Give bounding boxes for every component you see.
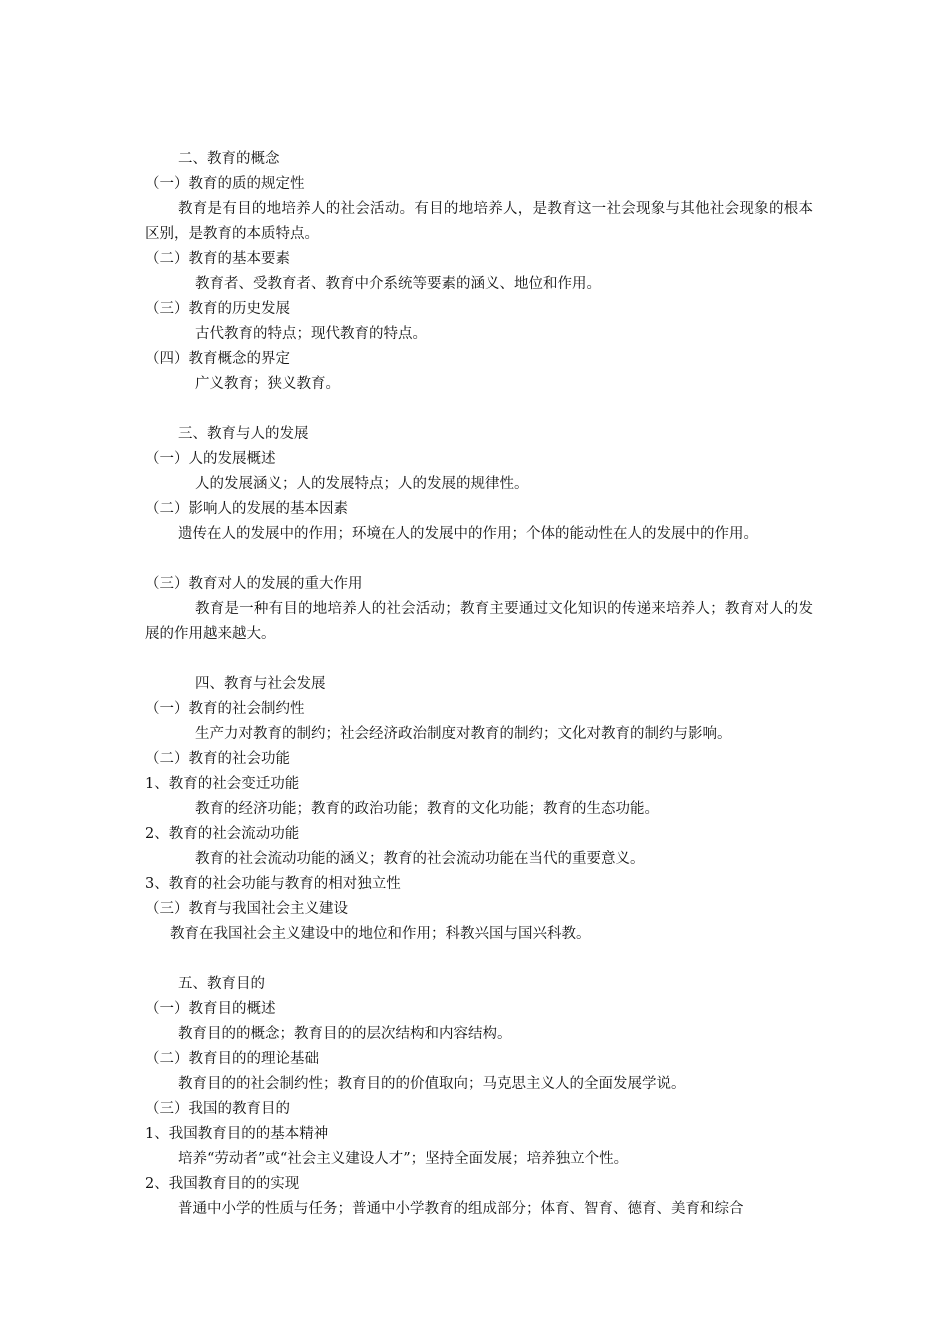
- subheading: （二）影响人的发展的基本因素: [145, 501, 348, 517]
- subheading: （一）教育的质的规定性: [145, 176, 305, 192]
- subheading: （二）教育的社会功能: [145, 751, 290, 767]
- subheading: 2、我国教育目的的实现: [145, 1176, 300, 1192]
- paragraph: 教育者、受教育者、教育中介系统等要素的涵义、地位和作用。: [195, 276, 601, 292]
- subheading: 2、教育的社会流动功能: [145, 826, 300, 842]
- subheading: 3、教育的社会功能与教育的相对独立性: [145, 876, 401, 892]
- section-heading: 四、教育与社会发展: [195, 676, 326, 692]
- paragraph: 培养“劳动者”或“社会主义建设人才”；坚持全面发展；培养独立个性。: [178, 1151, 629, 1167]
- paragraph: 古代教育的特点；现代教育的特点。: [195, 326, 427, 342]
- subheading: （三）教育的历史发展: [145, 301, 290, 317]
- section-heading: 二、教育的概念: [178, 151, 280, 167]
- paragraph: 教育的经济功能；教育的政治功能；教育的文化功能；教育的生态功能。: [195, 801, 659, 817]
- subheading: 1、我国教育目的的基本精神: [145, 1126, 329, 1142]
- subheading: （一）教育目的概述: [145, 1001, 276, 1017]
- paragraph: 生产力对教育的制约；社会经济政治制度对教育的制约；文化对教育的制约与影响。: [195, 726, 732, 742]
- subheading: （二）教育的基本要素: [145, 251, 290, 267]
- subheading: （三）教育与我国社会主义建设: [145, 901, 348, 917]
- subheading: （三）教育对人的发展的重大作用: [145, 576, 363, 592]
- paragraph: 教育目的的概念；教育目的的层次结构和内容结构。: [178, 1026, 512, 1042]
- section-heading: 三、教育与人的发展: [178, 426, 309, 442]
- paragraph: 人的发展涵义；人的发展特点；人的发展的规律性。: [195, 476, 529, 492]
- paragraph: 教育的社会流动功能的涵义；教育的社会流动功能在当代的重要意义。: [195, 851, 645, 867]
- subheading: 1、教育的社会变迁功能: [145, 776, 300, 792]
- subheading: （二）教育目的的理论基础: [145, 1051, 319, 1067]
- subheading: （四）教育概念的界定: [145, 351, 290, 367]
- subheading: （三）我国的教育目的: [145, 1101, 290, 1117]
- paragraph: 教育目的的社会制约性；教育目的的价值取向；马克思主义人的全面发展学说。: [178, 1076, 686, 1092]
- paragraph: 遗传在人的发展中的作用；环境在人的发展中的作用；个体的能动性在人的发展中的作用。: [178, 526, 758, 542]
- section-heading: 五、教育目的: [178, 976, 265, 992]
- subheading: （一）人的发展概述: [145, 451, 276, 467]
- paragraph: 广义教育；狭义教育。: [195, 376, 340, 392]
- paragraph: 教育是一种有目的地培养人的社会活动；教育主要通过文化知识的传递来培养人；教育对人的发展的作用越来越大。: [145, 601, 813, 642]
- paragraph: 教育是有目的地培养人的社会活动。有目的地培养人，是教育这一社会现象与其他社会现象的根本区别，是教育的本质特点。: [145, 201, 813, 242]
- paragraph: 教育在我国社会主义建设中的地位和作用；科教兴国与国兴科教。: [170, 926, 591, 942]
- paragraph: 普通中小学的性质与任务；普通中小学教育的组成部分；体育、智育、德育、美育和综合: [178, 1201, 744, 1217]
- subheading: （一）教育的社会制约性: [145, 701, 305, 717]
